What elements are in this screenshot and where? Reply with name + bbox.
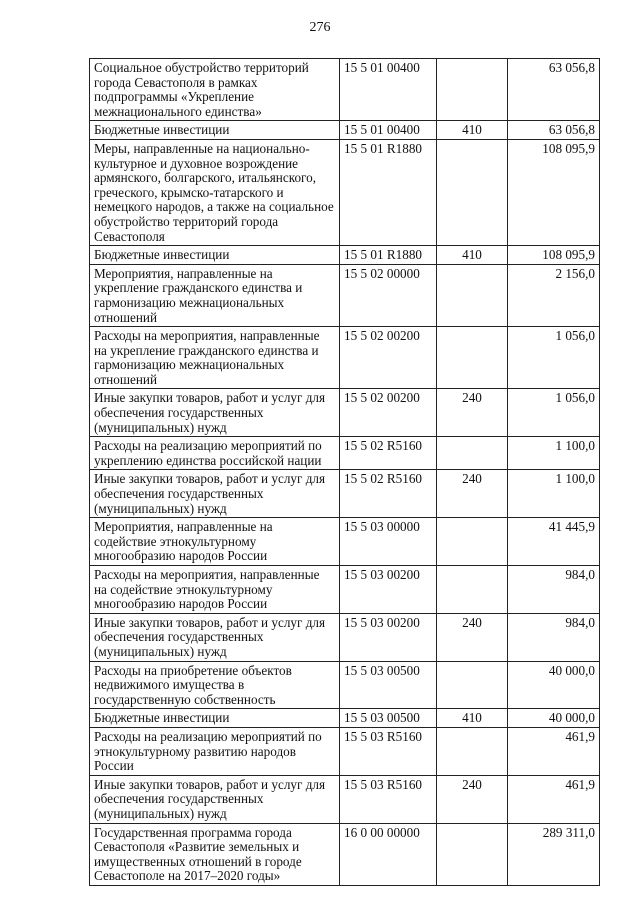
row-code-cell: 15 5 03 R5160: [340, 727, 437, 775]
row-code-cell: 15 5 01 00400: [340, 121, 437, 140]
row-name-cell: Расходы на мероприятия, направленные на содействие этнокультурному многообразию народов России: [90, 566, 340, 614]
row-type-cell: [437, 264, 508, 326]
table-row: [90, 327, 600, 389]
row-type-cell: 410: [437, 246, 508, 265]
row-code-cell: 15 5 03 00200: [340, 613, 437, 661]
row-sum-cell: 1 100,0: [508, 437, 600, 470]
row-type-cell: [437, 327, 508, 389]
row-code-cell: 15 5 02 00000: [340, 264, 437, 326]
table-row: [90, 727, 600, 775]
row-name-cell: Расходы на реализацию мероприятий по этнокультурному развитию народов России: [90, 727, 340, 775]
budget-table-body: [90, 59, 600, 886]
row-sum-cell: 984,0: [508, 566, 600, 614]
row-type-cell: 240: [437, 470, 508, 518]
row-sum-cell: 461,9: [508, 775, 600, 823]
table-row: [90, 661, 600, 709]
row-name-cell: Социальное обустройство территорий города Севастополя в рамках подпрограммы «Укрепление межнационального единства»: [90, 59, 340, 121]
row-code-cell: 15 5 01 R1880: [340, 246, 437, 265]
row-type-cell: 240: [437, 613, 508, 661]
table-row: [90, 246, 600, 265]
row-name-cell: Иные закупки товаров, работ и услуг для обеспечения государственных (муниципальных) нужд: [90, 389, 340, 437]
table-row: [90, 566, 600, 614]
table-row: [90, 121, 600, 140]
row-type-cell: [437, 566, 508, 614]
row-type-cell: [437, 823, 508, 885]
row-name-cell: Государственная программа города Севастополя «Развитие земельных и имущественных отношений в городе Севастополе на 2017–2020 годы»: [90, 823, 340, 885]
table-row: [90, 470, 600, 518]
row-type-cell: [437, 518, 508, 566]
row-type-cell: 240: [437, 389, 508, 437]
row-name-cell: Иные закупки товаров, работ и услуг для обеспечения государственных (муниципальных) нужд: [90, 470, 340, 518]
row-sum-cell: 63 056,8: [508, 59, 600, 121]
table-row: [90, 59, 600, 121]
row-code-cell: 15 5 02 00200: [340, 327, 437, 389]
row-sum-cell: 461,9: [508, 727, 600, 775]
row-name-cell: Бюджетные инвестиции: [90, 246, 340, 265]
page-number: 276: [309, 20, 331, 35]
row-code-cell: 15 5 02 00200: [340, 389, 437, 437]
table-row: [90, 823, 600, 885]
row-code-cell: 15 5 03 00000: [340, 518, 437, 566]
row-code-cell: 16 0 00 00000: [340, 823, 437, 885]
row-name-cell: Иные закупки товаров, работ и услуг для обеспечения государственных (муниципальных) нужд: [90, 613, 340, 661]
table-row: [90, 437, 600, 470]
row-code-cell: 15 5 02 R5160: [340, 437, 437, 470]
row-type-cell: 240: [437, 775, 508, 823]
row-type-cell: 410: [437, 709, 508, 728]
row-code-cell: 15 5 01 00400: [340, 59, 437, 121]
table-row: [90, 775, 600, 823]
table-row: [90, 709, 600, 728]
row-code-cell: 15 5 03 R5160: [340, 775, 437, 823]
table-row: [90, 389, 600, 437]
row-sum-cell: 63 056,8: [508, 121, 600, 140]
row-name-cell: Мероприятия, направленные на укрепление гражданского единства и гармонизацию межнациональных отношений: [90, 264, 340, 326]
row-sum-cell: 1 100,0: [508, 470, 600, 518]
row-name-cell: Расходы на приобретение объектов недвижимого имущества в государственную собственность: [90, 661, 340, 709]
row-sum-cell: 40 000,0: [508, 661, 600, 709]
row-name-cell: Мероприятия, направленные на содействие этнокультурному многообразию народов России: [90, 518, 340, 566]
row-name-cell: Бюджетные инвестиции: [90, 709, 340, 728]
row-code-cell: 15 5 01 R1880: [340, 139, 437, 245]
row-type-cell: [437, 139, 508, 245]
row-type-cell: [437, 437, 508, 470]
row-name-cell: Расходы на мероприятия, направленные на укрепление гражданского единства и гармонизацию межнациональных отношений: [90, 327, 340, 389]
row-name-cell: Иные закупки товаров, работ и услуг для обеспечения государственных (муниципальных) нужд: [90, 775, 340, 823]
row-sum-cell: 41 445,9: [508, 518, 600, 566]
row-type-cell: [437, 661, 508, 709]
row-code-cell: 15 5 03 00500: [340, 661, 437, 709]
row-sum-cell: 1 056,0: [508, 327, 600, 389]
row-code-cell: 15 5 02 R5160: [340, 470, 437, 518]
row-sum-cell: 2 156,0: [508, 264, 600, 326]
row-sum-cell: 1 056,0: [508, 389, 600, 437]
budget-table: [89, 58, 600, 886]
row-sum-cell: 108 095,9: [508, 246, 600, 265]
table-row: [90, 139, 600, 245]
row-name-cell: Бюджетные инвестиции: [90, 121, 340, 140]
row-name-cell: Меры, направленные на национально-культурное и духовное возрождение армянского, болгарского, итальянского, греческого, крымско-татарского и немецкого народов, а также на социальное обустройство территорий города Севастополя: [90, 139, 340, 245]
row-type-cell: 410: [437, 121, 508, 140]
table-row: [90, 264, 600, 326]
table-row: [90, 518, 600, 566]
row-sum-cell: 984,0: [508, 613, 600, 661]
table-row: [90, 613, 600, 661]
row-code-cell: 15 5 03 00200: [340, 566, 437, 614]
row-sum-cell: 40 000,0: [508, 709, 600, 728]
row-code-cell: 15 5 03 00500: [340, 709, 437, 728]
row-type-cell: [437, 59, 508, 121]
row-sum-cell: 108 095,9: [508, 139, 600, 245]
row-name-cell: Расходы на реализацию мероприятий по укреплению единства российской нации: [90, 437, 340, 470]
row-sum-cell: 289 311,0: [508, 823, 600, 885]
row-type-cell: [437, 727, 508, 775]
